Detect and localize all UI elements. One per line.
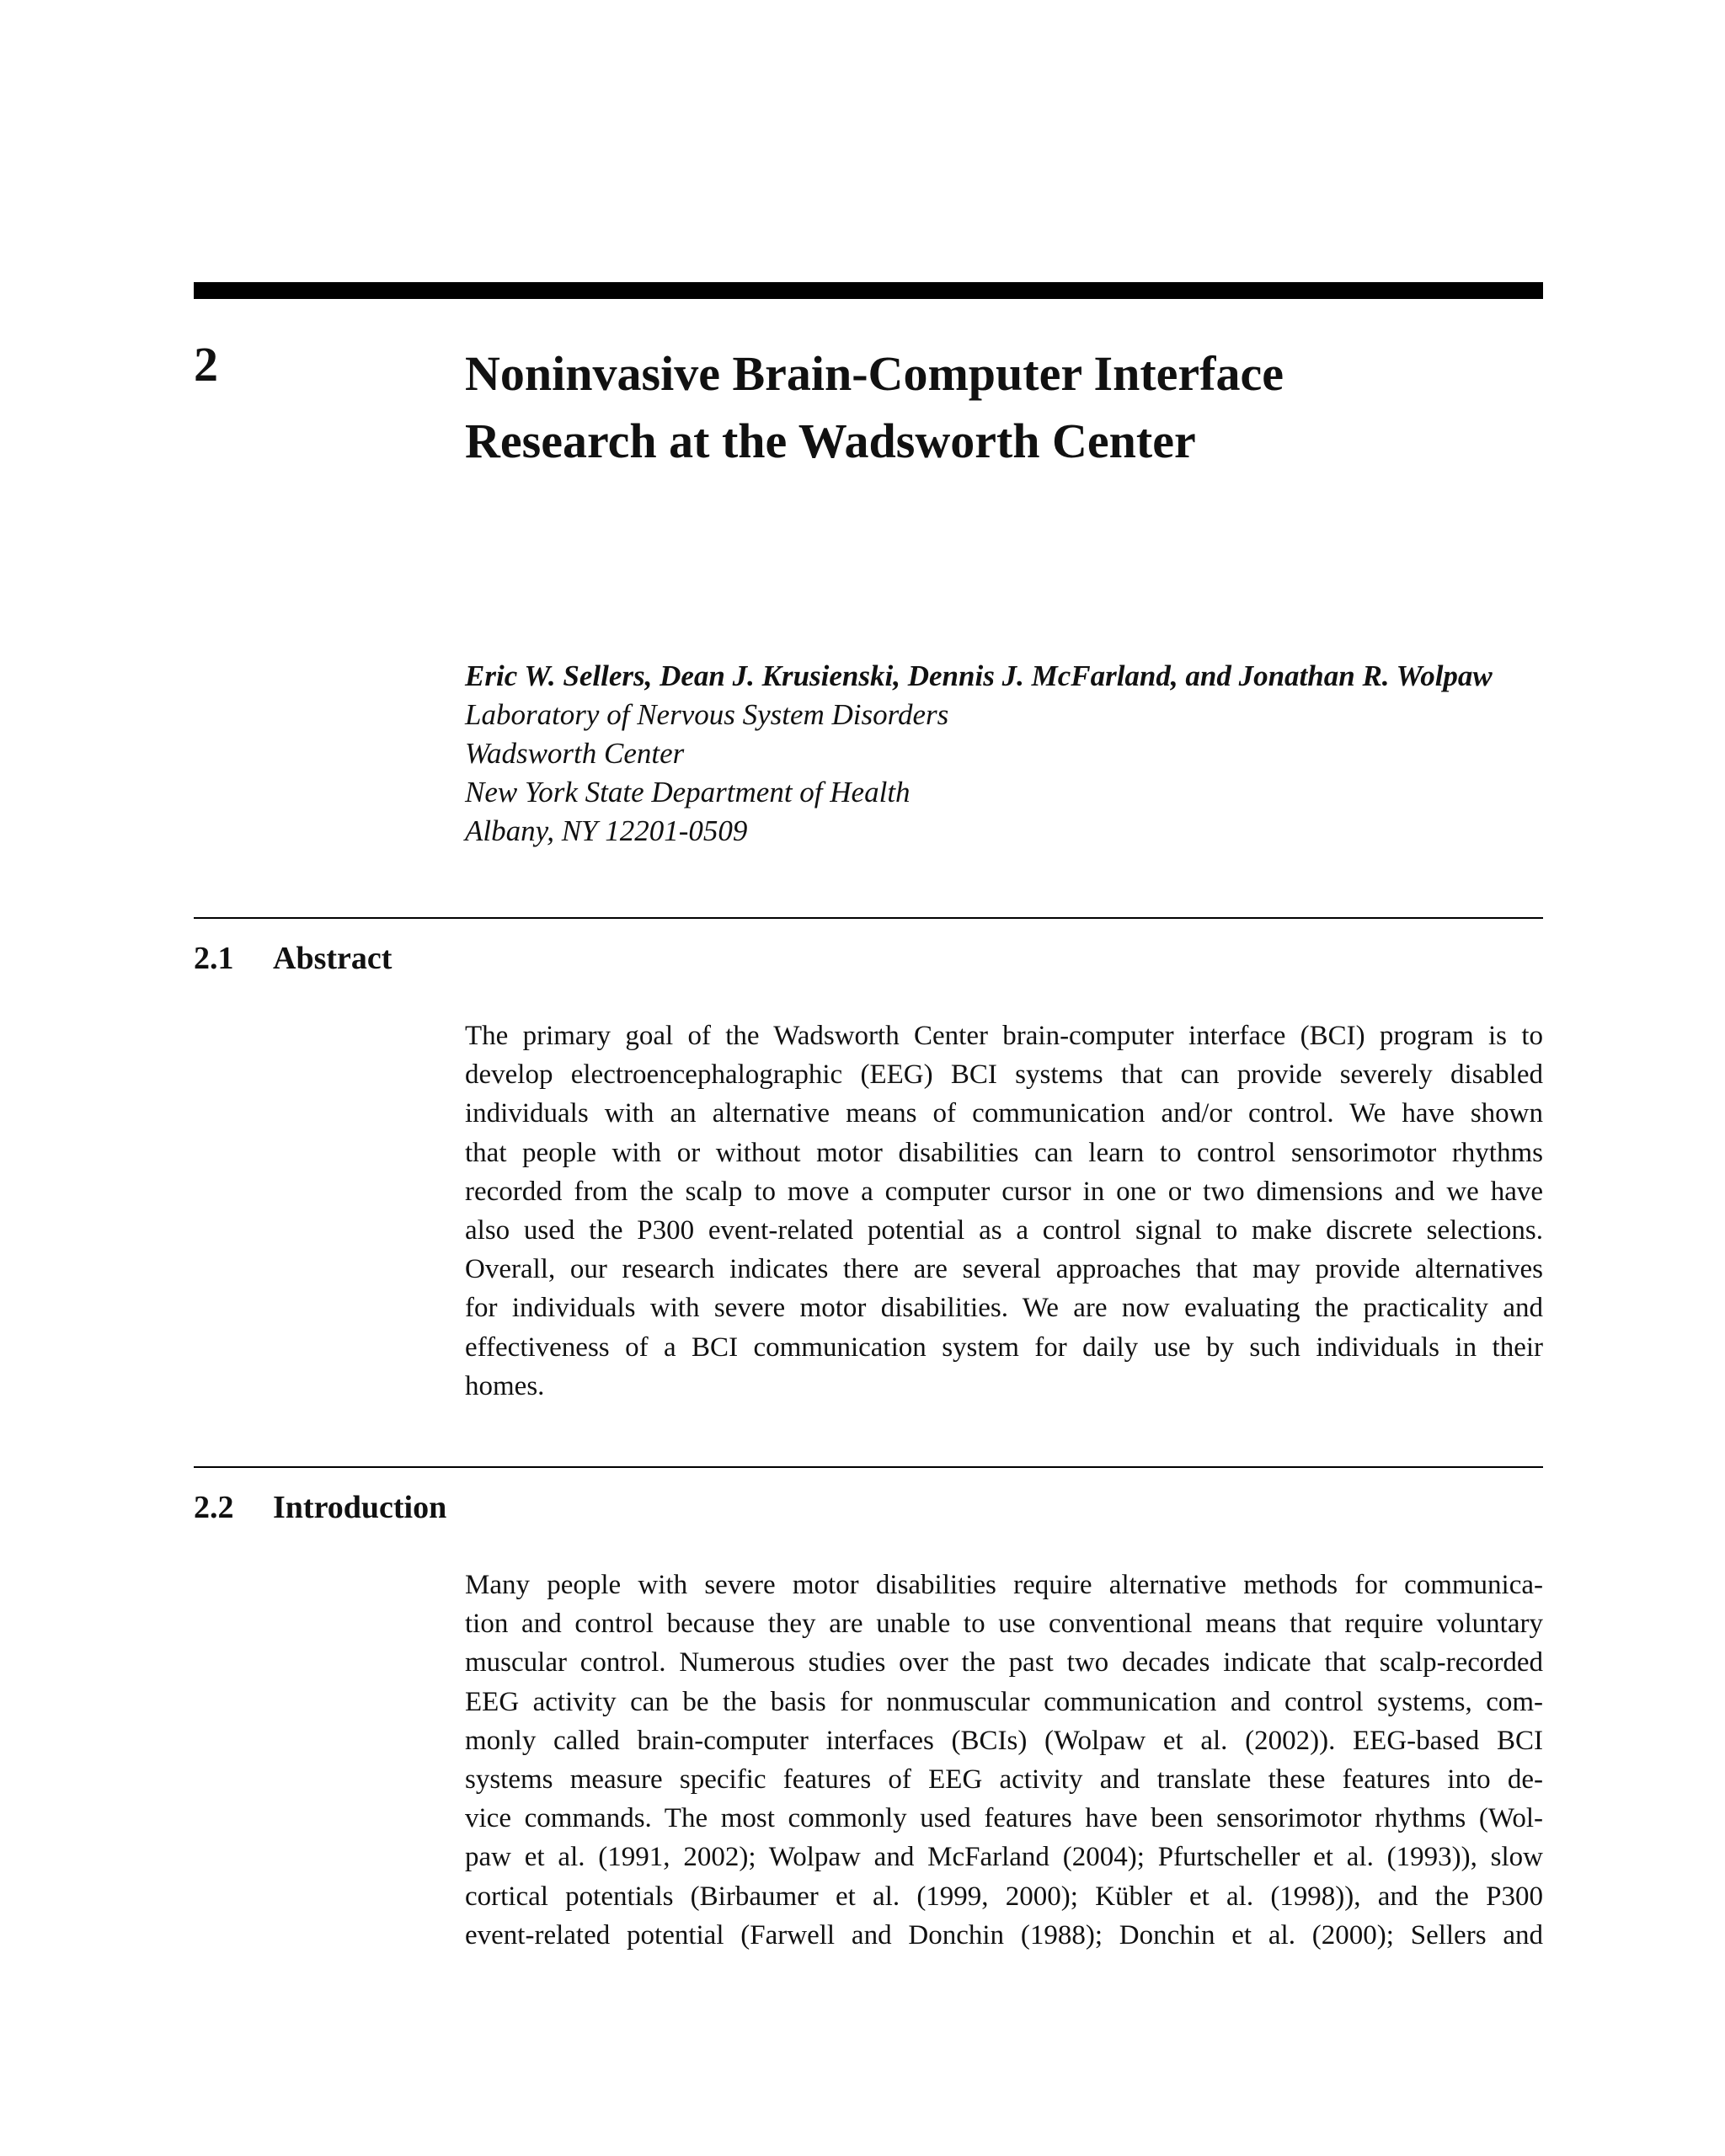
chapter-top-rule (194, 282, 1543, 299)
affiliation-line: New York State Department of Health (465, 776, 911, 808)
section-title: Abstract (273, 941, 393, 976)
text-line: cortical potentials (Birbaumer et al. (1999, 2000); Kübler et al. (1998)), and the P300 (465, 1881, 1543, 1912)
affiliation-line: Laboratory of Nervous System Disorders (465, 698, 949, 731)
author-block (465, 657, 1560, 851)
text-line: event-related potential (Farwell and Donchin (1988); Donchin et al. (2000); Sellers and (465, 1919, 1543, 1951)
text-line: recorded from the scalp to move a computer cursor in one or two dimensions and we have (465, 1176, 1543, 1207)
chapter-title (465, 340, 1543, 475)
text-line: The primary goal of the Wadsworth Center brain-computer interface (BCI) program is to (465, 1021, 1543, 1051)
text-line: effectiveness of a BCI communication system for daily use by such individuals in their (465, 1331, 1543, 1363)
text-line: homes. (465, 1370, 545, 1401)
section-heading-introduction (194, 1492, 446, 1524)
text-line: vice commands. The most commonly used features have been sensorimotor rhythms (Wol- (465, 1803, 1543, 1834)
section-number: 2.1 (194, 941, 234, 976)
section-number: 2.2 (194, 1490, 234, 1525)
text-line: individuals with an alternative means of communication and/or control. We have shown (465, 1098, 1543, 1129)
chapter-title-line: Noninvasive Brain-Computer Interface (465, 346, 1284, 401)
affiliation-line: Albany, NY 12201-0509 (465, 814, 748, 847)
text-line: muscular control. Numerous studies over the past two decades indicate that scalp-recorded (465, 1647, 1543, 1678)
chapter-number: 2 (194, 337, 218, 392)
author-names: Eric W. Sellers, Dean J. Krusienski, Dennis J. McFarland, and Jonathan R. Wolpaw (465, 659, 1493, 692)
abstract-paragraph (465, 1017, 1543, 1406)
text-line: Overall, our research indicates there are several approaches that may provide alternatives (465, 1254, 1543, 1285)
section-rule-abstract (194, 917, 1543, 919)
text-line: EEG activity can be the basis for nonmuscular communication and control systems, com- (465, 1686, 1543, 1717)
text-line: also used the P300 event-related potential as a control signal to make discrete selections. (465, 1215, 1543, 1246)
text-line: tion and control because they are unable to use conventional means that require voluntary (465, 1609, 1543, 1640)
text-line: monly called brain-computer interfaces (BCIs) (Wolpaw et al. (2002)). EEG-based BCI (465, 1725, 1543, 1756)
introduction-paragraph (465, 1566, 1543, 1955)
chapter-title-line: Research at the Wadsworth Center (465, 414, 1196, 468)
text-line: paw et al. (1991, 2002); Wolpaw and McFarland (2004); Pfurtscheller et al. (1993)), slow (465, 1842, 1543, 1873)
text-line: develop electroencephalographic (EEG) BCI systems that can provide severely disabled (465, 1059, 1543, 1091)
text-line: systems measure specific features of EEG activity and translate these features into de- (465, 1764, 1543, 1796)
text-line: for individuals with severe motor disabilities. We are now evaluating the practicality and (465, 1293, 1543, 1324)
section-title: Introduction (273, 1490, 447, 1525)
text-line: Many people with severe motor disabilities require alternative methods for communica- (465, 1570, 1543, 1600)
section-heading-abstract (194, 942, 392, 974)
affiliation-line: Wadsworth Center (465, 737, 685, 770)
text-line: that people with or without motor disabilities can learn to control sensorimotor rhythms (465, 1137, 1543, 1168)
section-rule-introduction (194, 1466, 1543, 1468)
